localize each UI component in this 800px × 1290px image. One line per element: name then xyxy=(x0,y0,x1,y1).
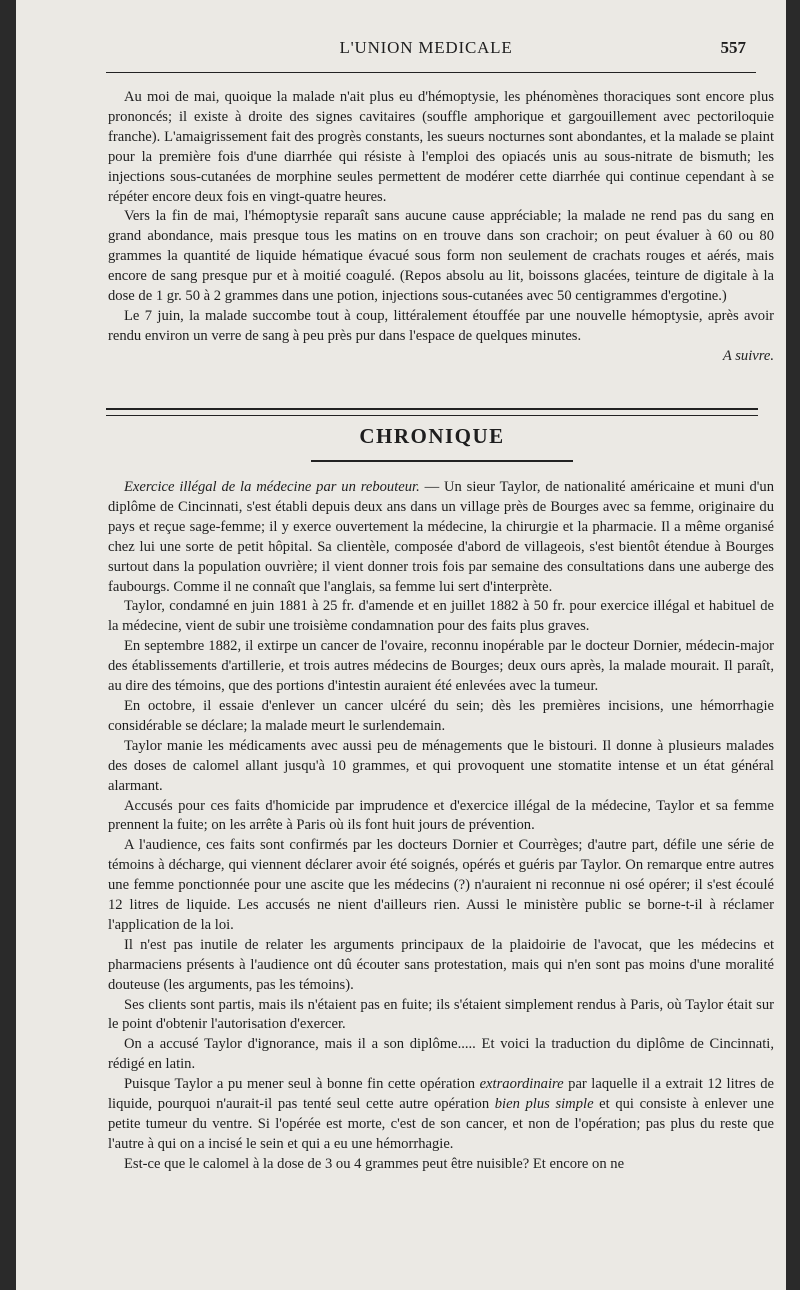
paragraph: En septembre 1882, il extirpe un cancer de l'ovaire, reconnu inopérable par le docteur Dornier, médecin-major des établissements d'artillerie, et trois autres médecins de Bourges; deux ours après, la malade mourait. Il paraît, au dire des témoins, que des portions d'intestin auraient été enlevées avec la tumeur. xyxy=(108,638,774,695)
paragraph: Taylor manie les médicaments avec aussi peu de ménagements que le bistouri. Il donne à plusieurs malades des doses de calomel allant jusqu'à 10 grammes, et qui provoquent une stomatite intense et un état général alarmant. xyxy=(108,737,774,794)
article-heading: Exercice illégal de la médecine par un rebouteur. xyxy=(124,479,420,495)
paragraph: Le 7 juin, la malade succombe tout à coup, littéralement étouffée par une nouvelle hémoptysie, après avoir rendu environ un verre de sang à peu près pur dans l'espace de quelques minutes. xyxy=(108,307,774,344)
paragraph xyxy=(108,478,774,597)
paragraph: Vers la fin de mai, l'hémoptysie reparaît sans aucune cause appréciable; la malade ne rend pas du sang en grand abondance, mais presque tous les matins on en trouve dans son crachoir; on peut évaluer à 60 ou 80 grammes la quantité de liquide hématique évacué sous form non seulement de crachats rouges et aérés, mais encore de sang presque pur et à moitié coagulé. (Repos absolu au lit, boissons glacées, teinture de digitale à la dose de 1 gr. 50 à 2 grammes dans une potion, injections sous-cutanées avec 50 centigrammes d'ergotine.) xyxy=(108,208,774,305)
paragraph: Taylor, condamné en juin 1881 à 25 fr. d'amende et en juillet 1882 à 50 fr. pour exercice illégal et habituel de la médecine, vient de subir une troisième condamnation pour des faits plus graves. xyxy=(108,598,774,635)
section-title: CHRONIQUE xyxy=(359,424,505,448)
journal-title: L'UNION MEDICALE xyxy=(339,38,513,57)
paragraph: En octobre, il essaie d'enlever un cancer ulcéré du sein; dès les premières incisions, une hémorrhagie considérable se déclare; la malade meurt le surlendemain. xyxy=(108,697,774,734)
paragraph: Est-ce que le calomel à la dose de 3 ou 4 grammes peut être nuisible? Et encore on ne xyxy=(124,1155,625,1172)
paragraph: Au moi de mai, quoique la malade n'ait plus eu d'hémoptysie, les phénomènes thoraciques sont encore plus prononcés; il existe à droite des signes cavitaires (souffle amphorique et gargouillement avec pectoriloquie franche). L'amaigrissement fait des progrès constants, les sueurs nocturnes sont abondantes, et la malade se plaint pour la première fois d'une diarrhée qui résiste à l'emploi des opiacés unis au sous-nitrate de bismuth; les injections sous-cutanées de morphine seules permettent de modérer cette diarrhée qui continue cependant à se répéter encore deux fois en vingt-quatre heures. xyxy=(108,89,774,205)
text-run: Puisque Taylor a pu mener seul à bonne fin cette opération xyxy=(124,1076,480,1093)
paragraph: Accusés pour ces faits d'homicide par imprudence et d'exercice illégal de la médecine, Taylor et sa femme prennent la fuite; on les arrête à Paris où ils font huit jours de prévention. xyxy=(108,797,774,834)
italic-run: bien plus simple xyxy=(494,1096,594,1113)
continued-note: A suivre. xyxy=(722,347,774,364)
paragraph: Ses clients sont partis, mais ils n'étaient pas en fuite; ils s'étaient simplement rendus à Paris, où Taylor était sur le point d'obtenir l'autorisation d'exercer. xyxy=(108,996,774,1033)
section-separator xyxy=(106,408,758,416)
text-run: par laquelle il a extrait 12 litres de liquide, pourquoi n'aurait-il pas tenté seul cette autre opération xyxy=(108,1076,774,1113)
lead-text: — Un sieur Taylor, de nationalité américaine et muni d'un diplôme de Cincinnati, s'est établi depuis deux ans dans un village près de Bourges avec sa femme, originaire du pays et reçue sage-femme; il y exerce ouvertement la médecine, la chirurgie et la pharmacie. Il a même organisé chez lui une sorte de petit hôpital. Sa clientèle, composée d'abord de villageois, s'est bientôt étendue à Bourges surtout dans la population ouvrière; il vient donner trois fois par semaine des consultations dans une auberge des faubourgs. Comme il ne connaît que l'anglais, sa femme lui sert d'interprète. xyxy=(108,479,774,595)
paragraph: Il n'est pas inutile de relater les arguments principaux de la plaidoirie de l'avocat, que les médecins et pharmaciens présents à l'audience ont dû écouter sans protestation, mais qui n'en sont pas moins d'une moralité douteuse (les arguments, pas les témoins). xyxy=(108,936,774,993)
header-rule xyxy=(106,72,756,73)
case-report-text xyxy=(108,88,774,367)
text-run: et qui consiste à enlever une petite tumeur du ventre. Si l'opérée est morte, c'est de son cancer, et non de l'opération; pas plus du reste que l'autre à qui on a incisé le sein et qui a eu une hémorrhagie. xyxy=(108,1096,774,1152)
title-underline xyxy=(311,460,573,462)
running-head xyxy=(106,38,746,64)
paragraph xyxy=(108,1075,774,1155)
paragraph: On a accusé Taylor d'ignorance, mais il a son diplôme..... Et voici la traduction du diplôme de Cincinnati, rédigé en latin. xyxy=(108,1036,774,1073)
document-page xyxy=(16,0,786,1290)
paragraph: A l'audience, ces faits sont confirmés par les docteurs Dornier et Courrèges; d'autre part, défile une série de témoins à décharge, qui viennent déclarer avoir été soignés, opérés et guéris par Taylor. On remarque entre autres une femme ponctionnée pour une ascite que les médecins (?) n'auraient ni reconnue ni osé opérer; il s'est écoulé 12 litres de liquide. Les accusés ne nient d'ailleurs rien. Aussi le ministère public se borne-t-il à réclamer l'application de la loi. xyxy=(108,837,774,933)
chronique-text xyxy=(108,478,774,1175)
page-number: 557 xyxy=(720,38,746,57)
italic-run: extraordinaire xyxy=(479,1076,564,1093)
